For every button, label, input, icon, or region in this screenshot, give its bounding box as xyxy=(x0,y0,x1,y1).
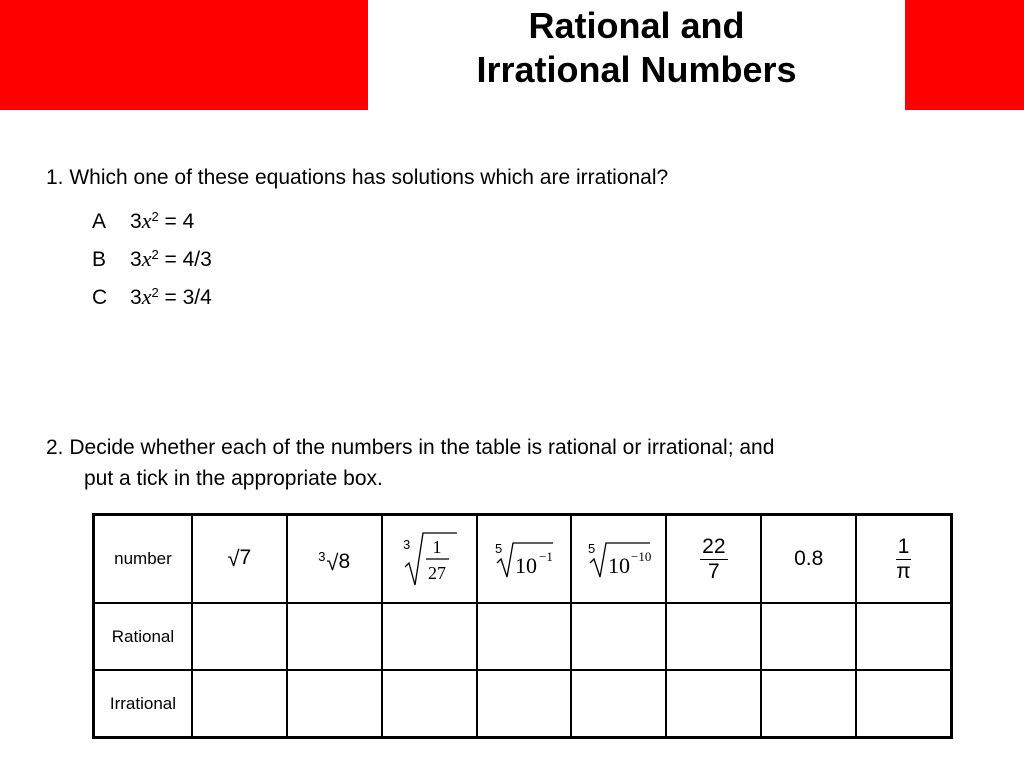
rational-tick-box-3[interactable] xyxy=(382,603,477,670)
table-row-numbers xyxy=(94,515,952,604)
radical-power xyxy=(586,537,652,581)
option-equation: $3x^2 = 4/3$ xyxy=(130,246,212,271)
irrational-tick-box-1[interactable] xyxy=(192,670,287,738)
row-label-number: number xyxy=(94,515,192,604)
rational-tick-box-6[interactable] xyxy=(666,603,761,670)
question-2-line-1: 2. Decide whether each of the numbers in the table is rational or irrational; and xyxy=(46,436,775,459)
svg-text:10: 10 xyxy=(607,553,630,578)
svg-text:−1: −1 xyxy=(539,549,553,564)
option-b[interactable] xyxy=(92,246,212,284)
page-title xyxy=(368,4,905,92)
option-equation: $3x^2 = 4$ xyxy=(130,208,195,233)
rational-tick-box-5[interactable] xyxy=(571,603,666,670)
row-label-rational: Rational xyxy=(94,603,192,670)
option-equation: $3x^2 = 3/4$ xyxy=(130,284,212,309)
header-red-block-left xyxy=(0,0,368,110)
number-1-over-pi: $\frac{1}{\pi}$ xyxy=(856,515,951,604)
number-sqrt-7: √ 7 xyxy=(192,515,287,604)
radical-fraction xyxy=(399,529,459,589)
svg-text:3: 3 xyxy=(403,537,411,552)
irrational-tick-box-6[interactable] xyxy=(666,670,761,738)
svg-text:10: 10 xyxy=(515,553,537,578)
rational-tick-box-7[interactable] xyxy=(761,603,856,670)
option-letter: A xyxy=(92,210,107,233)
table-row-irrational xyxy=(94,670,952,738)
number-22-over-7: $\frac{22}{7}$ xyxy=(666,515,761,604)
question-1-text: 1. Which one of these equations has solutions which are irrational? xyxy=(46,166,669,189)
svg-text:−10: −10 xyxy=(630,549,652,564)
number-0-8: 0.8 xyxy=(761,515,856,604)
title-line-1: Rational and xyxy=(528,5,745,46)
svg-text:5: 5 xyxy=(495,541,503,556)
question-2-line-2: put a tick in the appropriate box. xyxy=(84,467,383,490)
row-label-irrational: Irrational xyxy=(94,670,192,738)
number-cube-root-8: 3 √ 8 xyxy=(287,515,382,604)
option-letter: B xyxy=(92,248,107,271)
irrational-tick-box-3[interactable] xyxy=(382,670,477,738)
irrational-tick-box-5[interactable] xyxy=(571,670,666,738)
table-row-rational xyxy=(94,603,952,670)
title-line-2: Irrational Numbers xyxy=(476,49,797,90)
question-1-options xyxy=(92,208,212,322)
irrational-tick-box-7[interactable] xyxy=(761,670,856,738)
svg-text:27: 27 xyxy=(428,563,447,583)
irrational-tick-box-4[interactable] xyxy=(477,670,572,738)
irrational-tick-box-2[interactable] xyxy=(287,670,382,738)
question-2-text xyxy=(46,432,774,494)
radical-power xyxy=(493,537,555,581)
svg-text:1: 1 xyxy=(432,537,442,557)
option-letter: C xyxy=(92,286,108,309)
number-fifth-root-10-pow-minus-10 xyxy=(571,515,666,604)
rational-tick-box-4[interactable] xyxy=(477,603,572,670)
rational-tick-box-1[interactable] xyxy=(192,603,287,670)
rational-tick-box-8[interactable] xyxy=(856,603,951,670)
option-c[interactable] xyxy=(92,284,212,322)
number-cube-root-1-over-27 xyxy=(382,515,477,604)
classification-table xyxy=(92,513,953,739)
svg-text:5: 5 xyxy=(587,541,596,556)
irrational-tick-box-8[interactable] xyxy=(856,670,951,738)
rational-tick-box-2[interactable] xyxy=(287,603,382,670)
option-a[interactable] xyxy=(92,208,212,246)
header-red-block-right xyxy=(905,0,1024,110)
number-fifth-root-10-pow-minus-1 xyxy=(477,515,572,604)
